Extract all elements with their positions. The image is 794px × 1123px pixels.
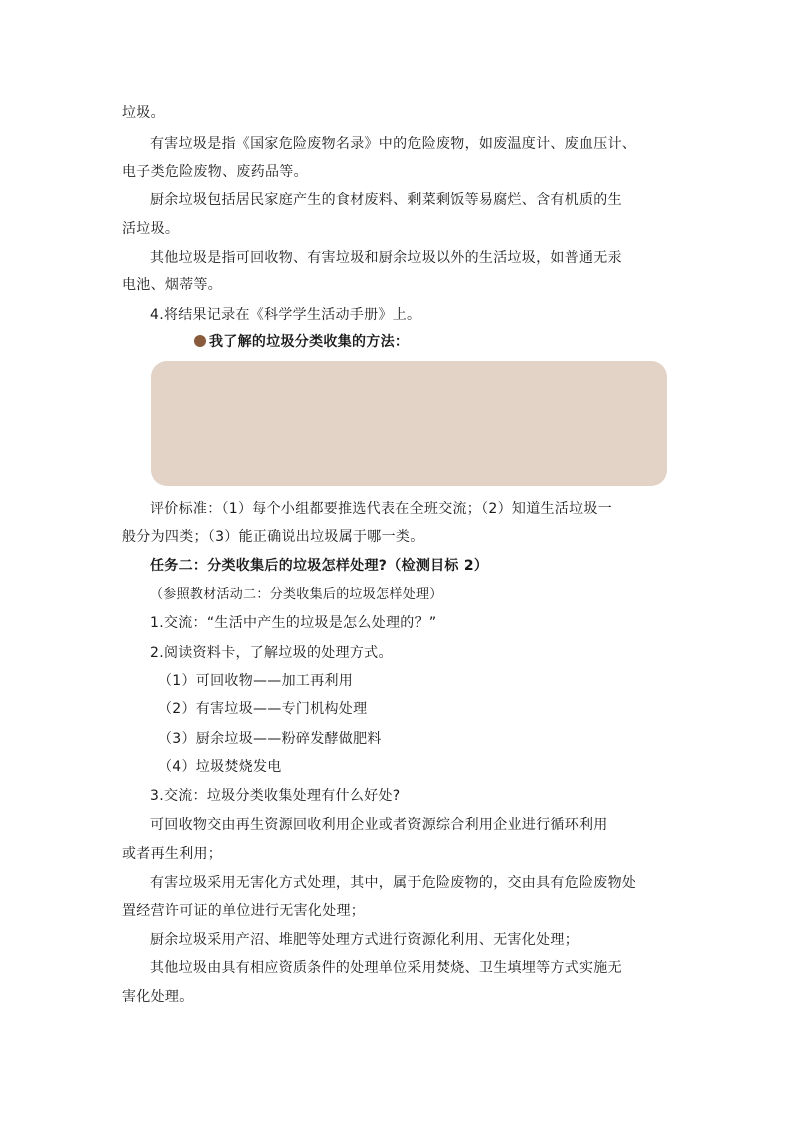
line-26: 害化处理。	[122, 989, 194, 1005]
bullet-heading	[194, 332, 754, 352]
line-21: 或者再生利用；	[122, 846, 223, 862]
line-23: 置经营许可证的单位进行无害化处理；	[122, 903, 366, 919]
line-13: 1.交流：“生活中产生的垃圾是怎么处理的？”	[150, 615, 437, 631]
line-9: 评价标准：（1）每个小组都要推选代表在全班交流；（2）知道生活垃圾一	[150, 501, 613, 517]
line-25: 其他垃圾由具有相应资质条件的处理单位采用焚烧、卫生填埋等方式实施无	[150, 960, 622, 976]
answer-box	[151, 361, 667, 486]
line-14: 2.阅读资料卡，了解垃圾的处理方式。	[150, 645, 393, 661]
line-16: （2）有害垃圾——专门机构处理	[158, 701, 368, 717]
line-19: 3.交流：垃圾分类收集处理有什么好处?	[150, 788, 401, 804]
task2-heading: 任务二：分类收集后的垃圾怎样处理?（检测目标 2）	[150, 558, 489, 574]
line-4: 活垃圾。	[122, 221, 180, 237]
line-17: （3）厨余垃圾——粉碎发酵做肥料	[158, 731, 382, 747]
bullet-heading-text: 我了解的垃圾分类收集的方法：	[209, 334, 410, 350]
line-0: 垃圾。	[122, 105, 165, 121]
bullet-dot-icon	[194, 335, 206, 347]
line-20: 可回收物交由再生资源回收利用企业或者资源综合利用企业进行循环利用	[150, 817, 608, 833]
line-24: 厨余垃圾采用产沼、堆肥等处理方式进行资源化利用、无害化处理；	[150, 932, 579, 948]
line-1: 有害垃圾是指《国家危险废物名录》中的危险废物，如废温度计、废血压计、	[150, 136, 637, 152]
line-3: 厨余垃圾包括居民家庭产生的食材废料、剩菜剩饭等易腐烂、含有机质的生	[150, 192, 622, 208]
line-12: （参照教材活动二：分类收集后的垃圾怎样处理）	[150, 587, 443, 602]
line-15: （1）可回收物——加工再利用	[158, 673, 354, 689]
line-6: 电池、烟蒂等。	[122, 277, 223, 293]
line-2: 电子类危险废物、废药品等。	[122, 164, 308, 180]
line-5: 其他垃圾是指可回收物、有害垃圾和厨余垃圾以外的生活垃圾，如普通无汞	[150, 250, 622, 266]
line-18: （4）垃圾焚烧发电	[158, 759, 282, 775]
line-10: 般分为四类；（3）能正确说出垃圾属于哪一类。	[122, 529, 425, 545]
line-7: 4.将结果记录在《科学学生活动手册》上。	[150, 307, 422, 323]
line-22: 有害垃圾采用无害化方式处理，其中，属于危险废物的，交由具有危险废物处	[150, 875, 637, 891]
